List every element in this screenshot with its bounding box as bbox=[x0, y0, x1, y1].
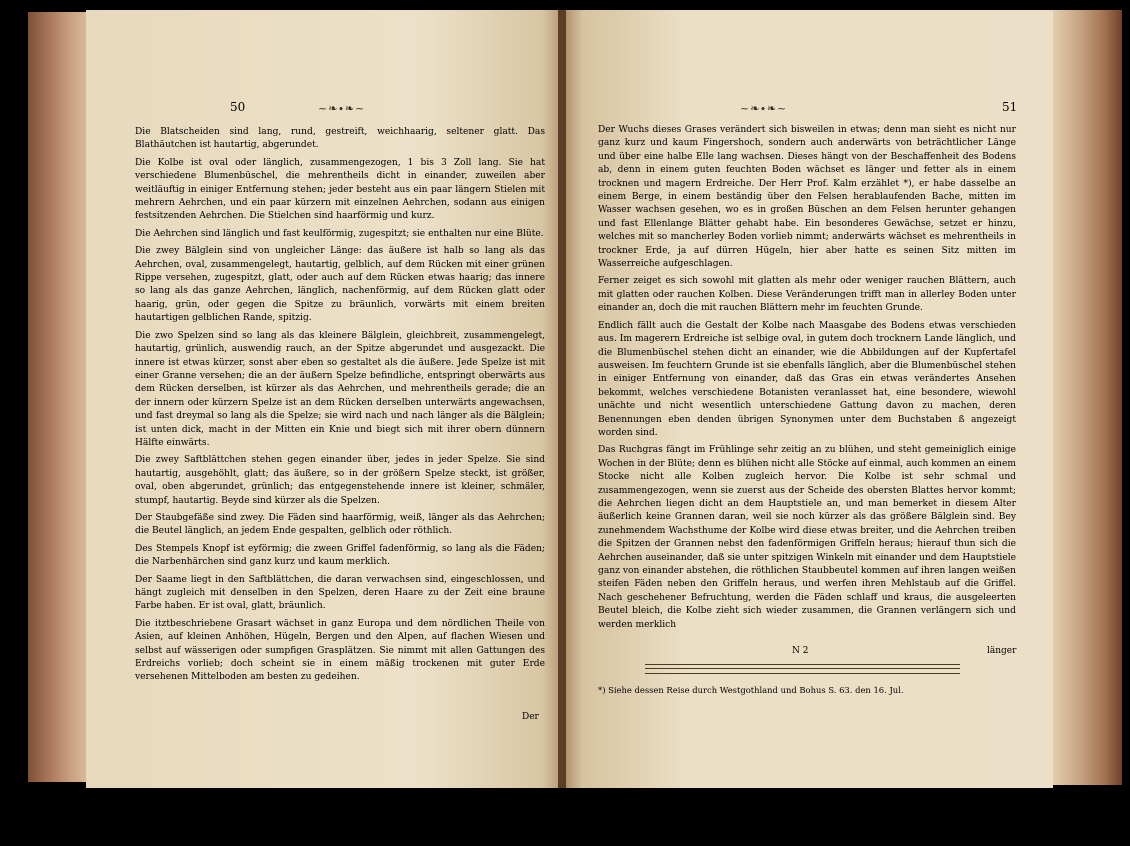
paragraph: Die zwey Saftblättchen stehen gegen einander über, jedes in jeder Spelze. Sie sind hautartig, ausgehöhlt, glatt; das äußere, so in der größern Spelze steckt, ist größer, oval, oben abgerundet, grünlich; das entgegenstehende innere ist kleiner, schmäler, stumpf, hautartig. Beyde sind kürzer als die Spelzen. bbox=[135, 455, 545, 506]
paragraph: Die Aehrchen sind länglich und fast keulförmig, zugespitzt; sie enthalten nur eine Blüte. bbox=[135, 228, 544, 239]
footnote: *) Siehe dessen Reise durch Westgothland und Bohus S. 63. den 16. Jul. bbox=[598, 685, 904, 695]
paragraph: Endlich fällt auch die Gestalt der Kolbe nach Maasgabe des Bodens etwas verschieden aus. Im magerern Erdreiche ist selbige oval, in gutem doch trocknern Lande länglich, und die Blumenbüschel stehen dicht an einander, wie die Abbildungen auf der Kupfertafel ausweisen. Im feuchtern Grunde ist sie ebenfalls länglich, aber die Blumenbüschel stehen in einiger Entfernung von einander, daß das Gras ein etwas verändertes Ansehen bekommt, welches verschiedene Botanisten veranlasset hat, eine besondere, wiewohl unächte und nicht wesentlich unterschiedene Gattung davon zu machen, deren Benennungen eben denden übrigen Synonymen unter dem Buchstaben ß angezeigt worden sind. bbox=[598, 320, 1016, 438]
footnote-rule bbox=[645, 664, 960, 674]
left-page-text bbox=[135, 126, 545, 689]
paragraph: Die zwo Spelzen sind so lang als das kleinere Bälglein, gleichbreit, zusammengelegt, hautartig, grünlich, auswendig rauch, an der Spitze abgerundet und ausgezackt. Die innere ist etwas kürzer, sonst aber eben so gestaltet als die äußere. Jede Spelze ist mit einer Granne versehen; die an der äußern Spelze befindliche, entspringt oberwärts aus dem Rücken derselben, ist kürzer als das Aehrchen, und mehrentheils gerade; die an der innern oder kürzern Spelze ist an dem Rücken derselben unterwärts angewachsen, und fast dreymal so lang als die Spelze; sie wird nach und nach länger als die Bälglein; ist unten dick, macht in der Mitten ein Knie und biegt sich mit ihrer obern dünnern Hälfte einwärts. bbox=[135, 330, 545, 448]
paragraph: Des Stempels Knopf ist eyförmig; die zween Griffel fadenförmig, so lang als die Fäden; die Narbenhärchen sind ganz kurz und kaum merklich. bbox=[135, 543, 545, 568]
left-catchword: Der bbox=[522, 712, 539, 722]
paragraph: Der Saame liegt in den Saftblättchen, die daran verwachsen sind, eingeschlossen, und hängt zugleich mit denselben in den Spelzen, deren Haare zu der Zeit eine braune Farbe haben. Er ist oval, glatt, bräunlich. bbox=[135, 574, 545, 612]
paragraph: Die itztbeschriebene Grasart wächset in ganz Europa und dem nördlichen Theile von Asien, auf kleinen Anhöhen, Hügeln, Bergen und den Alpen, auf flachen Wiesen und selbst auf wässerigen oder sumpfigen Grasplätzen. Sie nimmt mit allen Gattungen des Erdreichs vorlieb; doch scheint sie in einem mäßig trockenen mit guter Erde versehenen Mittelboden am besten zu gedeihen. bbox=[135, 618, 545, 683]
paragraph: Ferner zeiget es sich sowohl mit glatten als mehr oder weniger rauchen Blättern, auch mit glatten oder rauchen Kolben. Diese Veränderungen trifft man in allerley Boden unter einander an, doch die mit rauchen Blättern mehr im feuchten Grunde. bbox=[598, 276, 1016, 314]
book-page-edges-right bbox=[1050, 10, 1122, 785]
right-page-number: 51 bbox=[1002, 100, 1018, 114]
right-page-text bbox=[598, 124, 1016, 636]
paragraph: Der Wuchs dieses Grases verändert sich bisweilen in etwas; denn man sieht es nicht nur ganz kurz und kaum Fingershoch, sondern auch anderwärts von beträchtlicher Länge und über eine halbe Elle lang wachsen. Dieses hängt von der Beschaffenheit des Bodens ab, denn in einem guten feuchten Boden wächset es länger und fetter als in einem trocknen und magern Erdreiche. Der Herr Prof. Kalm erzählet *), er habe dasselbe an einem Berge, in einem beständig über den Felsen herablaufenden Bache, mitten im Wasser wachsen gesehen, wo es in großen Büschen an dem Felsen herunter gehangen und fast Ellenlange Blätter gehabt habe. Ein besonderes Gewächse, setzet er hinzu, welches mit so mancherley Boden vorlieb nimmt; anderwärts wächset es mehrentheils in trockner Erde, ja auf dürren Hügeln, hier aber hatte es seinen Sitz mitten im Wasserreiche aufgeschlagen. bbox=[598, 125, 1016, 270]
left-page-number: 50 bbox=[230, 100, 246, 114]
paragraph: Das Ruchgras fängt im Frühlinge sehr zeitig an zu blühen, und steht gemeiniglich einige Wochen in der Blüte; denn es blühen nicht alle Stöcke auf einmal, auch kommen an einem Stocke nicht alle Kolben zugleich hervor. Die Kolbe ist sehr schmal und zusammengezogen, wenn sie zuerst aus der Scheide des obersten Blattes hervor kommt; die Aehrchen liegen dicht an dem Hauptstiele an, und man bemerket in diesem Alter äußerlich keine Grannen daran, weil sie noch kürzer als das größere Bälglein sind. Bey zunehmendem Wachsthume der Kolbe wird diese etwas breiter, und die Aehrchen treiben die Spitzen der Grannen nebst den fadenförmigen Griffeln heraus; hierauf thun sich die Aehrchen auseinander, daß sie unter spitzigen Winkeln mit einander und dem Hauptstiele ganz von einander abstehen, die röthlichen Staubbeutel kommen auf ihren langen weißen steifen Fäden neben den Griffeln heraus, und werfen ihren Mehlstaub auf die Griffel. Nach geschehener Befruchtung, werden die Fäden schlaff und kraus, die ausgeleerten Beutel bleich, die Kolbe zieht sich wieder zusammen, die Grannen verlängern sich und werden merklich bbox=[598, 445, 1016, 630]
paragraph: Die Kolbe ist oval oder länglich, zusammengezogen, 1 bis 3 Zoll lang. Sie hat verschiedene Blumenbüschel, die mehrentheils dicht in einander, zuweilen aber weitläuftig in einiger Entfernung stehen; jeder besteht aus ein paar längern Stielen mit mehrern Aehrchen, und ein paar kürzern mit einzelnen Aehrchen, sodann aus einigen festsitzenden Aehrchen. Die Stielchen sind haarförmig und kurz. bbox=[135, 157, 545, 222]
paragraph: Der Staubgefäße sind zwey. Die Fäden sind haarförmig, weiß, länger als das Aehrchen; die Beutel länglich, an jedem Ende gespalten, gelblich oder röthlich. bbox=[135, 512, 545, 537]
book-gutter bbox=[558, 10, 566, 788]
signature-mark: N 2 bbox=[792, 646, 809, 656]
left-header-ornament: ~❧∙❧~ bbox=[318, 102, 366, 115]
paragraph: Die zwey Bälglein sind von ungleicher Länge: das äußere ist halb so lang als das Aehrchen, oval, zusammengelegt, hautartig, gelblich, auf dem Rücken mit einer grünen Rippe versehen, zugespitzt, glatt, oder auch auf dem Rücken etwas haarig; das innere so lang als das ganze Aehrchen, länglich, nachenförmig, auf dem Rücken glatt oder haarig, grün, oder gegen die Spitze zu bräunlich, vorwärts mit einem breiten hautartigen gelblichen Rande, spitzig. bbox=[135, 246, 545, 324]
right-header-ornament: ~❧∙❧~ bbox=[740, 102, 788, 115]
paragraph: Die Blatscheiden sind lang, rund, gestreift, weichhaarig, seltener glatt. Das Blathäutchen ist hautartig, abgerundet. bbox=[135, 127, 545, 151]
right-catchword: länger bbox=[987, 646, 1017, 656]
